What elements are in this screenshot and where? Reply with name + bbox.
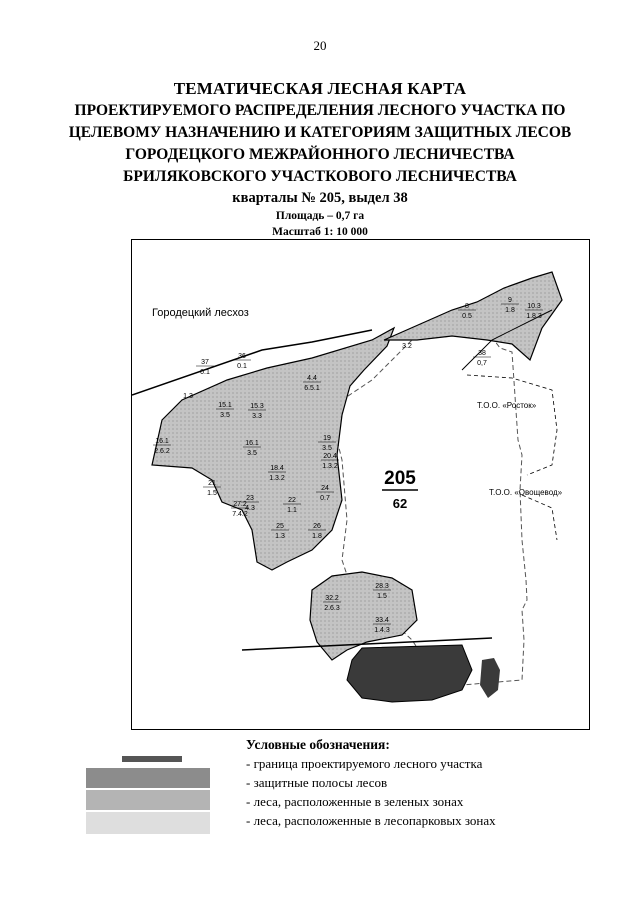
- plot-area: 0,7: [477, 360, 487, 367]
- plot-area: 1.8: [312, 533, 322, 540]
- plot-area: 0.7: [320, 495, 330, 502]
- plot-area: 0.1: [200, 369, 210, 376]
- title-line-2: ПРОЕКТИРУЕМОГО РАСПРЕДЕЛЕНИЯ ЛЕСНОГО УЧАСТКА ПО: [74, 102, 566, 119]
- legend-swatch-boundary: [122, 756, 182, 762]
- plot-number: 21: [208, 480, 216, 487]
- plot-number: 4.4: [307, 375, 317, 382]
- plot-area: 7.4.2: [232, 511, 248, 518]
- plot-number: 26: [313, 523, 321, 530]
- plot-area: 1.8.3: [526, 313, 542, 320]
- plot-number: 3.2: [402, 343, 412, 350]
- title-line-3: ЦЕЛЕВОМУ НАЗНАЧЕНИЮ И КАТЕГОРИЯМ ЗАЩИТНЫХ ЛЕСОВ: [68, 124, 572, 141]
- plot-number: 36: [238, 353, 246, 360]
- plot-number: 37: [201, 359, 209, 366]
- plot-area: 1.3.2: [269, 475, 285, 482]
- plot-area: 1.8: [505, 307, 515, 314]
- plot-number: 28.3: [375, 583, 389, 590]
- plot-area: 1.5: [377, 593, 387, 600]
- legend-swatch-green-zone: [86, 790, 210, 810]
- plot-number: 24: [321, 485, 329, 492]
- plot-area: 3.5: [220, 412, 230, 419]
- plot-number: 22: [288, 497, 296, 504]
- plot-area: 1.4.3: [374, 627, 390, 634]
- plot-area: 1.3: [275, 533, 285, 540]
- quarter-area: 62: [392, 496, 408, 511]
- plot-area: 3.3: [252, 413, 262, 420]
- forest-park-islet: [480, 658, 500, 698]
- area-line: Площадь – 0,7 га: [275, 210, 365, 222]
- quarters-line: кварталы № 205, выдел 38: [232, 190, 408, 206]
- legend-swatch-protective-strip: [86, 768, 210, 788]
- plot-area: 0.5: [462, 313, 472, 320]
- legend: [246, 735, 496, 830]
- plot-number: 25: [276, 523, 284, 530]
- legend-item-boundary: - граница проектируемого лесного участка: [246, 756, 483, 771]
- neighbor-boundary: [467, 375, 557, 540]
- map-title-block: [0, 78, 640, 240]
- plot-area: 3.5: [322, 445, 332, 452]
- plot-area: 4.3: [245, 505, 255, 512]
- plot-number: 23: [246, 495, 254, 502]
- legend-swatches: [86, 752, 210, 834]
- plot-area: 6.5.1: [304, 385, 320, 392]
- legend-item-protective-strips: - защитные полосы лесов: [246, 775, 388, 790]
- title-line-4: ГОРОДЕЦКОГО МЕЖРАЙОННОГО ЛЕСНИЧЕСТВА: [125, 146, 515, 163]
- legend-title: Условные обозначения:: [246, 737, 390, 752]
- plot-number: 16.1: [155, 438, 169, 445]
- neighbor-label-1: Т.О.О. «Росток»: [477, 401, 537, 410]
- plot-area: 1.1: [287, 507, 297, 514]
- plot-area: 3.5: [247, 450, 257, 457]
- legend-swatch-graphics: [86, 752, 210, 834]
- plot-number: 18.4: [270, 465, 284, 472]
- title-line-1: ТЕМАТИЧЕСКАЯ ЛЕСНАЯ КАРТА: [173, 79, 467, 98]
- leskhoz-label: Городецкий лесхоз: [152, 307, 249, 319]
- page-number: 20: [313, 38, 327, 53]
- plot-area: 1.3.2: [322, 463, 338, 470]
- plot-area: 1.5: [207, 490, 217, 497]
- legend-swatch-park-zone: [86, 812, 210, 834]
- plot-number: 32.2: [325, 595, 339, 602]
- plot-number: 33.4: [375, 617, 389, 624]
- plot-number: 1.3: [183, 393, 193, 400]
- plot-number: 27.2: [233, 501, 247, 508]
- plot-area: 2.6.3: [324, 605, 340, 612]
- plot-number: 38: [478, 350, 486, 357]
- forest-park-zone: [347, 645, 472, 702]
- neighbor-label-2: Т.О.О. «Овощевод»: [489, 488, 563, 497]
- plot-number: 8: [465, 303, 469, 310]
- title-line-5: БРИЛЯКОВСКОГО УЧАСТКОВОГО ЛЕСНИЧЕСТВА: [123, 168, 517, 185]
- plot-area: 2.6.2: [154, 448, 170, 455]
- scale-line: Масштаб 1: 10 000: [272, 226, 368, 238]
- plot-number: 9: [508, 297, 512, 304]
- forest-map: [132, 240, 590, 730]
- map-frame: [131, 239, 590, 730]
- plot-number: 16.1: [245, 440, 259, 447]
- forest-area-west: [152, 328, 394, 570]
- quarter-number: 205: [384, 468, 416, 489]
- plot-number: 15.3: [250, 403, 264, 410]
- legend-item-green-zones: - леса, расположенные в зеленых зонах: [246, 794, 464, 809]
- plot-area: 0.1: [237, 363, 247, 370]
- legend-item-forest-park-zones: - леса, расположенные в лесопарковых зонах: [246, 813, 496, 828]
- plot-number: 15.1: [218, 402, 232, 409]
- plot-number: 10.3: [527, 303, 541, 310]
- plot-number: 20.4: [323, 453, 337, 460]
- plot-number: 19: [323, 435, 331, 442]
